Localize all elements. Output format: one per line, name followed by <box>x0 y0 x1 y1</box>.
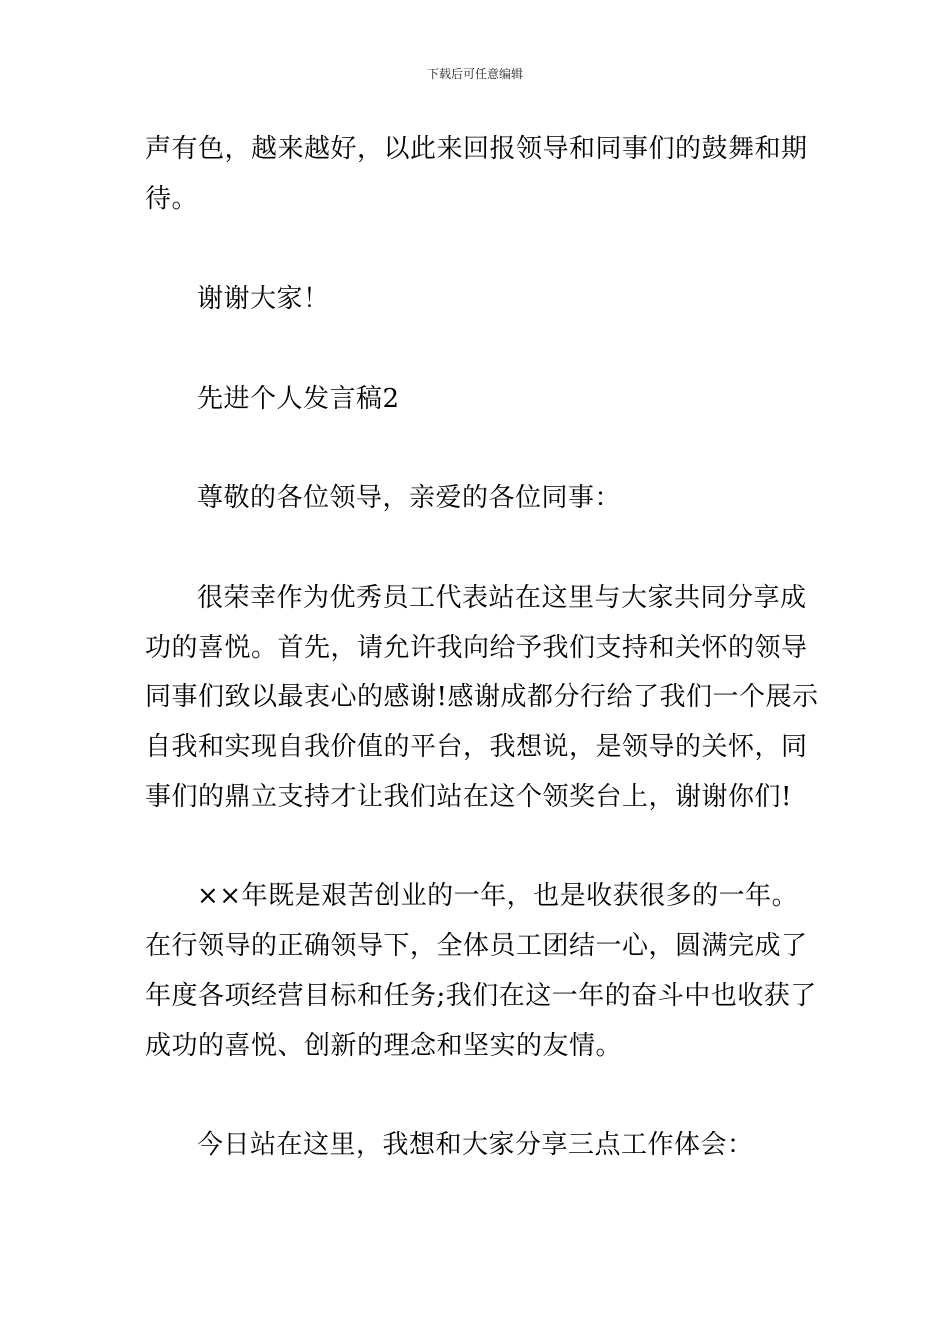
text-line: 在行领导的正确领导下，全体员工团结一心，圆满完成了 <box>145 931 808 961</box>
text-line: 今日站在这里，我想和大家分享三点工作体会： <box>197 1130 754 1160</box>
page-header-note: 下载后可任意编辑 <box>426 67 523 81</box>
text-line: ××年既是艰苦创业的一年，也是收获很多的一年。 <box>197 881 799 911</box>
text-line: 功的喜悦。首先，请允许我向给予我们支持和关怀的领导 <box>145 633 808 663</box>
text-line: 谢谢大家！ <box>197 284 330 314</box>
text-line: 成功的喜悦、创新的理念和坚实的友情。 <box>145 1031 623 1061</box>
text-line: 很荣幸作为优秀员工代表站在这里与大家共同分享成 <box>197 583 807 613</box>
text-line: 声有色，越来越好，以此来回报领导和同事们的鼓舞和期 <box>145 134 808 164</box>
text-line: 待。 <box>145 184 199 214</box>
text-line: 年度各项经营目标和任务;我们在这一年的奋斗中也收获了 <box>145 981 817 1011</box>
text-line: 事们的鼎立支持才让我们站在这个领奖台上，谢谢你们! <box>145 782 792 812</box>
text-line: 同事们致以最衷心的感谢!感谢成都分行给了我们一个展示 <box>145 682 819 712</box>
text-line: 先进个人发言稿2 <box>197 384 400 414</box>
text-line: 自我和实现自我价值的平台，我想说，是领导的关怀，同 <box>145 732 808 762</box>
text-line: 尊敬的各位领导，亲爱的各位同事： <box>197 483 622 513</box>
